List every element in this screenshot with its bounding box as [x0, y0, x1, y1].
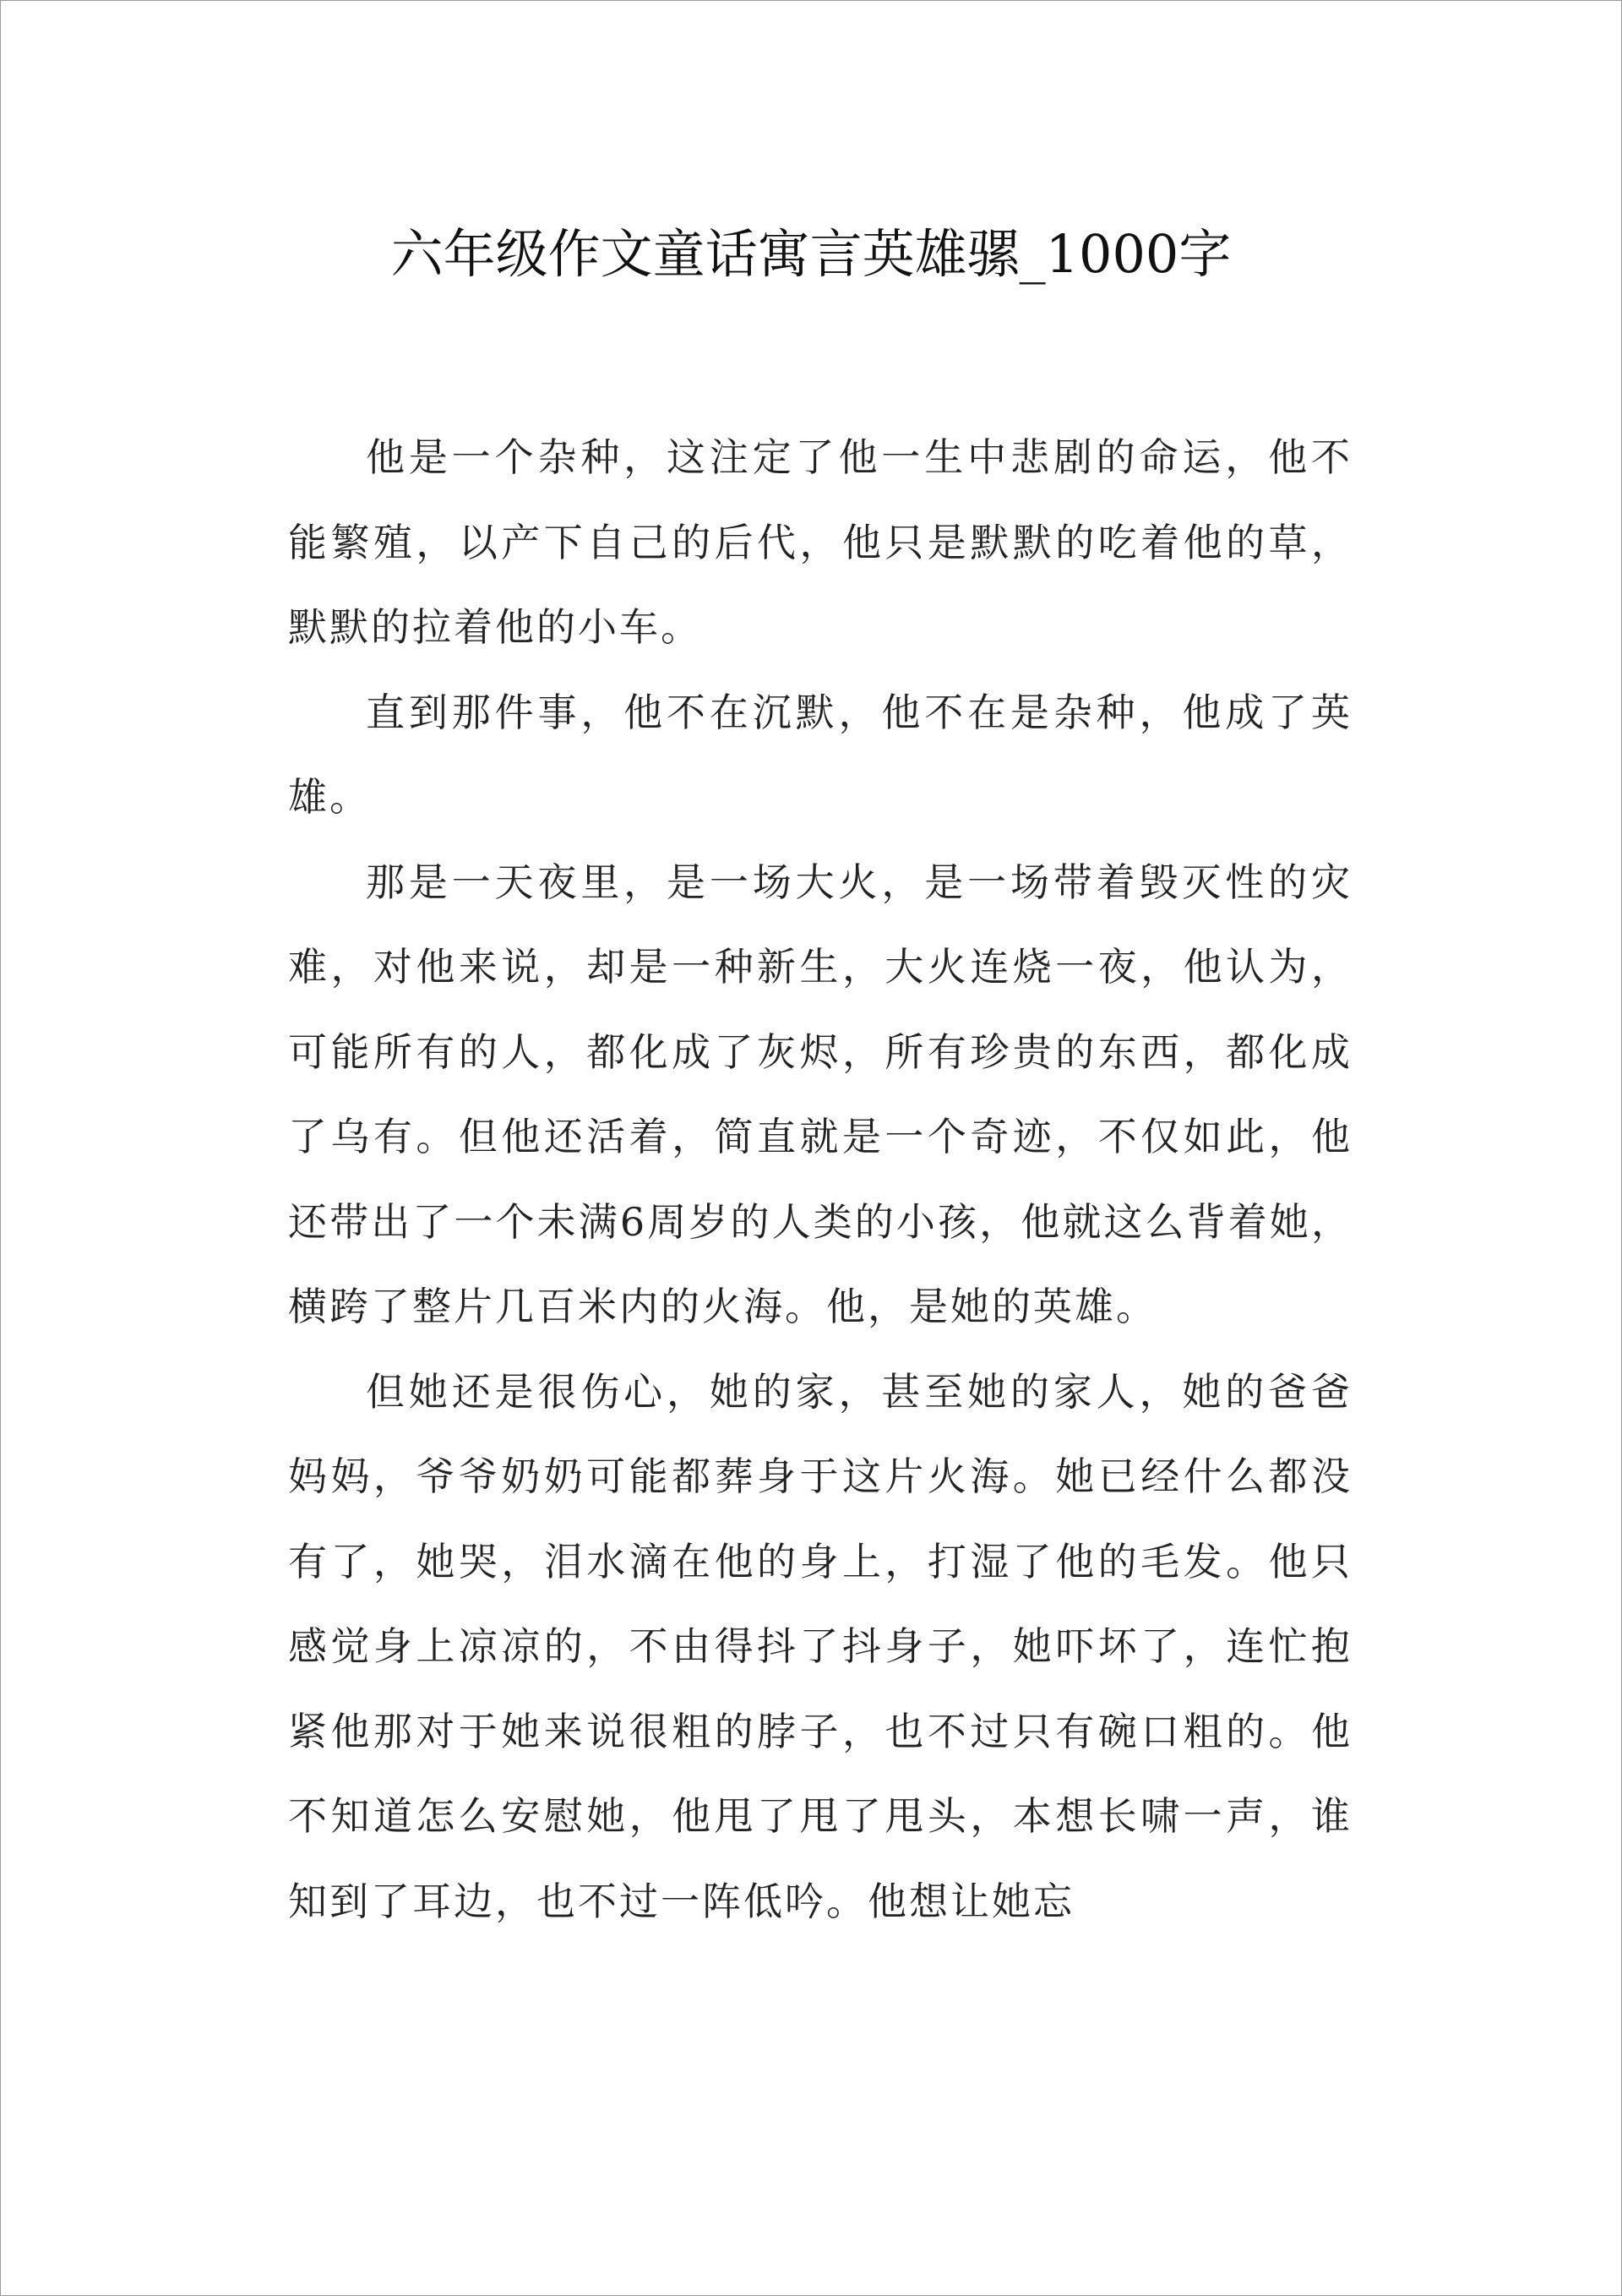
paragraph: 直到那件事，他不在沉默，他不在是杂种，他成了英雄。: [288, 689, 1353, 820]
paragraph: 但她还是很伤心，她的家，甚至她的家人，她的爸爸妈妈，爷爷奶奶可能都葬身于这片火海。她已经什么都没有了，她哭，泪水滴在他的身上，打湿了他的毛发。他只感觉身上凉凉的，不由得抖了抖身子，她吓坏了，连忙抱紧他那对于她来说很粗的脖子，也不过只有碗口粗的。他不知道怎么安慰她，他甩了甩了甩头，本想长啸一声，谁知到了耳边，也不过一阵低吟。他想让她忘: [288, 1368, 1353, 1924]
document-body: [288, 415, 1353, 1944]
paragraph: 他是一个杂种，这注定了他一生中悲剧的命运，他不能繁殖，以产下自己的后代，他只是默默的吃着他的草，默默的拉着他的小车。: [288, 434, 1353, 650]
document-title: 六年级作文童话寓言英雄骡_1000字: [390, 223, 1232, 285]
paragraph: 那是一天夜里，是一场大火，是一场带着毁灭性的灾难，对他来说，却是一种新生，大火连烧一夜，他认为，可能所有的人，都化成了灰烬，所有珍贵的东西，都化成了乌有。但他还活着，简直就是一个奇迹，不仅如此，他还带出了一个未满6周岁的人类的小孩，他就这么背着她，横跨了整片几百米内的火海。他，是她的英雄。: [288, 859, 1353, 1329]
